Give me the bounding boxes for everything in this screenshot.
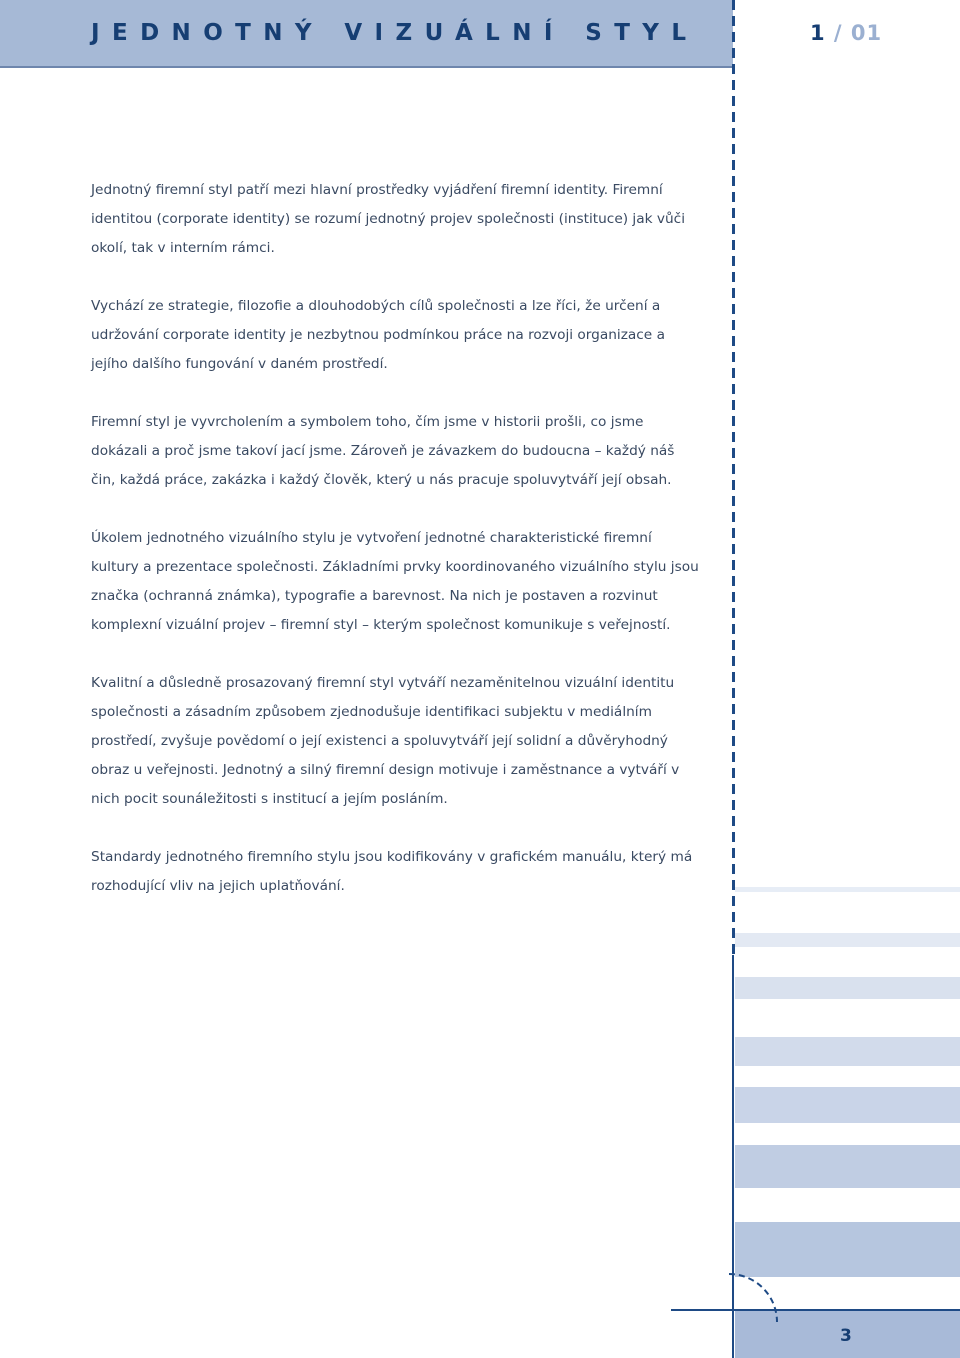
paragraph: Jednotný firemní styl patří mezi hlavní prostředky vyjádření firemní identity. Firemní identitou (corporate identity) se rozumí jednotný projev společnosti (instituce) jak vůči okolí, tak v interním rámci. (91, 182, 686, 256)
document-title: JEDNOTNÝ VIZUÁLNÍ STYL (91, 20, 699, 46)
section-main: 1 (810, 21, 826, 45)
paragraph: Firemní styl je vyvrcholením a symbolem toho, čím jsme v historii prošli, co jsme dokázali a proč jsme takoví jací jsme. Zároveň je závazkem do budoucna – každý náš čin, každá práce, zakázka i každý člověk, který u nás pracuje spoluvytváří její obsah. (91, 414, 675, 488)
section-number (810, 21, 882, 45)
section-sub: 01 (850, 21, 883, 45)
decor-stripe (735, 1222, 960, 1277)
paragraph: Kvalitní a důsledně prosazovaný firemní styl vytváří nezaměnitelnou vizuální identitu společnosti a zásadním způsobem zjednodušuje identifikaci subjektu v mediálním prostředí, zvyšuje povědomí o její existenci a spoluvytváří její solidní a důvěryhodný obraz u veřejnosti. Jednotný a silný firemní design motivuje i zaměstnance a vytváří v nich pocit sounáležitosti s institucí a jejím posláním. (91, 675, 680, 807)
decor-stripe (735, 887, 960, 892)
corner-arc-decoration (727, 1270, 781, 1324)
decor-stripe (735, 1145, 960, 1188)
header-rule (0, 66, 733, 68)
decor-stripe (735, 1037, 960, 1066)
decor-stripe (735, 933, 960, 947)
page-number: 3 (840, 1326, 852, 1346)
body-text (91, 176, 701, 930)
decor-stripe (735, 1087, 960, 1123)
section-separator: / (825, 21, 851, 45)
dashed-vertical-line (732, 0, 735, 955)
paragraph: Vychází ze strategie, filozofie a dlouhodobých cílů společnosti a lze říci, že určení a udržování corporate identity je nezbytnou podmínkou práce na rozvoji organizace a jejího dalšího fungování v daném prostředí. (91, 298, 665, 372)
decor-stripe (735, 977, 960, 999)
paragraph: Standardy jednotného firemního stylu jsou kodifikovány v grafickém manuálu, který má rozhodující vliv na jejich uplatňování. (91, 849, 693, 894)
paragraph: Úkolem jednotného vizuálního stylu je vytvoření jednotné charakteristické firemní kultury a prezentace společnosti. Základními prvky koordinovaného vizuálního stylu jsou značka (ochranná známka), typografie a barevnost. Na nich je postaven a rozvinut komplexní vizuální projev – firemní styl – kterým společnost komunikuje s veřejností. (91, 530, 699, 633)
footer-rule (671, 1309, 960, 1311)
